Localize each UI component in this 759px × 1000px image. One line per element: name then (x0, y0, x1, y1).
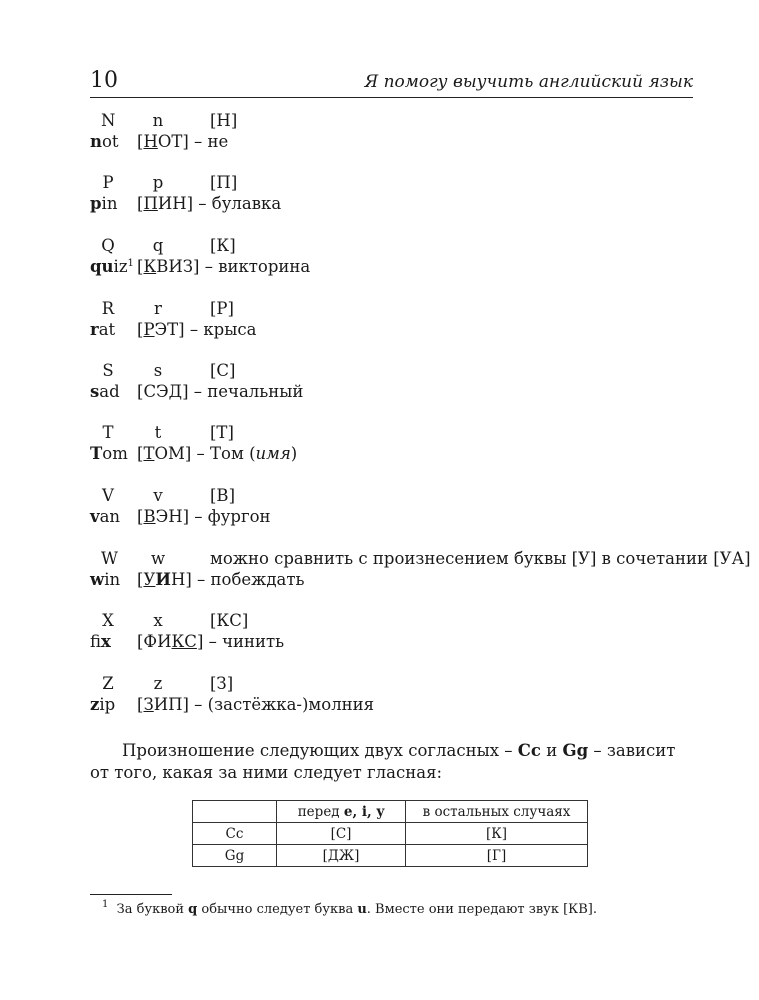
letter-block-s (90, 360, 710, 402)
lower-letter: r (154, 299, 162, 318)
letter-sound: [П] (210, 173, 238, 192)
letter-sound: [В] (210, 486, 235, 505)
table-cell: [ДЖ] (277, 845, 406, 867)
lower-letter: w (151, 549, 166, 568)
table-cell-letter: Cc (193, 823, 277, 845)
table-header-empty (193, 801, 277, 823)
upper-letter: R (101, 299, 115, 318)
header-rule (90, 97, 693, 98)
letter-block-v (90, 485, 710, 527)
example-word: Tom (90, 444, 128, 463)
example-transcription: [ЗИП] – (застёжка-)молния (137, 695, 375, 714)
lower-letter: n (152, 111, 164, 130)
letter-block-w (90, 548, 751, 590)
example-word: not (90, 132, 119, 151)
letter-sound: [С] (210, 361, 236, 380)
lower-letter: t (154, 423, 162, 442)
table-row (193, 823, 588, 845)
letter-sound: можно сравнить с произнесением буквы [У] в сочетании [УА] (210, 549, 751, 568)
footnote-marker: 1 (102, 899, 109, 910)
letter-block-q (90, 235, 710, 277)
example-word: pin (90, 194, 118, 213)
example-transcription: [ТОМ] – Том (имя) (137, 444, 298, 463)
upper-letter: Z (102, 674, 114, 693)
table-header-before-vowels: перед e, i, y (277, 801, 406, 823)
letter-block-x (90, 610, 710, 652)
example-word: van (90, 507, 121, 526)
table-header-other-cases: в остальных случаях (406, 801, 588, 823)
letter-sound: [Т] (210, 423, 234, 442)
footnote: $^1$ За буквой q обычно следует буква u. Вместе они передают звук [КВ]. (102, 899, 597, 917)
table-cell: [С] (277, 823, 406, 845)
example-word: win (90, 570, 121, 589)
lower-letter: q (152, 236, 164, 255)
upper-letter: S (102, 361, 114, 380)
letter-block-r (90, 298, 710, 340)
lower-letter: x (153, 611, 163, 630)
footnote-ref[interactable]: 1 (127, 258, 134, 269)
letter-sound: [Р] (210, 299, 234, 318)
page-header (90, 64, 693, 100)
lower-letter: v (153, 486, 163, 505)
example-transcription: [ФИКС] – чинить (137, 632, 285, 651)
letter-sound: [З] (210, 674, 234, 693)
example-transcription: [ВЭН] – фургон (137, 507, 271, 526)
pronunciation-table (192, 800, 588, 867)
letter-block-p (90, 172, 710, 214)
upper-letter: N (101, 111, 116, 130)
example-transcription: [КВИЗ] – викторина (137, 257, 311, 276)
example-word: rat (90, 320, 116, 339)
letter-sound: [Н] (210, 111, 238, 130)
upper-letter: T (102, 423, 114, 442)
example-transcription: [СЭД] – печальный (137, 382, 304, 401)
example-transcription: [НОТ] – не (137, 132, 229, 151)
table-cell: [Г] (406, 845, 588, 867)
footnote-rule (90, 894, 172, 895)
example-word: quiz$^1$ (90, 257, 134, 276)
example-word: fix (90, 632, 111, 651)
example-word: zip (90, 695, 116, 714)
letter-block-z (90, 673, 710, 715)
upper-letter: Q (101, 236, 115, 255)
example-word: sad (90, 382, 120, 401)
letter-sound: [К] (210, 236, 236, 255)
running-title: Я помогу выучить английский язык (364, 72, 693, 92)
example-transcription: [ПИН] – булавка (137, 194, 282, 213)
lower-letter: s (153, 361, 163, 380)
letter-block-n (90, 110, 710, 152)
letter-block-t (90, 422, 710, 464)
upper-letter: X (102, 611, 114, 630)
table-cell: [К] (406, 823, 588, 845)
lower-letter: z (153, 674, 163, 693)
upper-letter: V (102, 486, 114, 505)
table-header-row (193, 801, 588, 823)
upper-letter: P (102, 173, 114, 192)
example-transcription: [РЭТ] – крыса (137, 320, 257, 339)
example-transcription: [УИН] – побеждать (137, 570, 305, 589)
lower-letter: p (152, 173, 164, 192)
letter-sound: [КС] (210, 611, 249, 630)
body-paragraph: Произношение следующих двух согласных – Cc и Gg – зависит от того, какая за ними следует гласная: (90, 741, 676, 782)
upper-letter: W (101, 549, 118, 568)
table-row (193, 845, 588, 867)
page-number: 10 (90, 68, 118, 93)
table-cell-letter: Gg (193, 845, 277, 867)
